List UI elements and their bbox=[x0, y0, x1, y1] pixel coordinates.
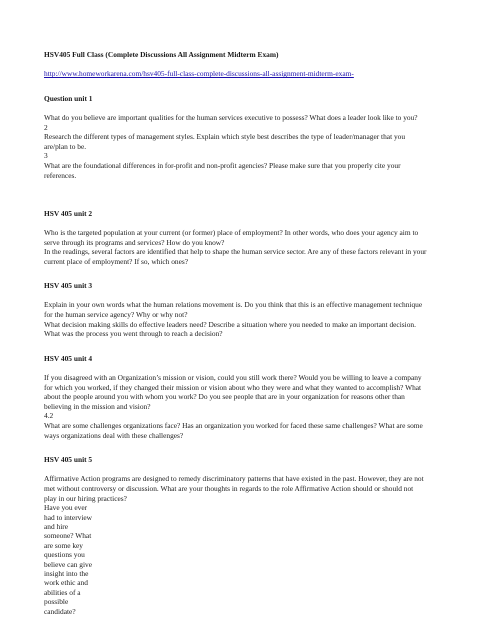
body-line: for the human service agency? Why or why not? bbox=[44, 310, 188, 320]
narrow-line: candidate? bbox=[44, 606, 76, 616]
body-line: 3 bbox=[44, 151, 48, 161]
section-body-unit-3 bbox=[44, 300, 459, 338]
document-title: HSV405 Full Class (Complete Discussions All Assignment Midterm Exam) bbox=[44, 50, 279, 59]
body-line: about the people around you with whom you work? Do you see people that are in your organization for reasons other than bbox=[44, 392, 405, 402]
body-line: serve through its programs and services? How do you know? bbox=[44, 237, 225, 247]
section-heading-unit-1: Question unit 1 bbox=[44, 93, 93, 103]
body-line: are/plan to be. bbox=[44, 141, 87, 151]
body-line: ways organizations deal with these challenges? bbox=[44, 430, 184, 440]
section-heading-unit-5: HSV 405 unit 5 bbox=[44, 455, 93, 465]
body-line: Affirmative Action programs are designed to remedy discriminatory patterns that have existed in the past. However, they are not bbox=[44, 474, 424, 484]
body-line: What decision making skills do effective leaders need? Describe a situation where you needed to make an important decision. bbox=[44, 319, 416, 329]
body-line: current place of employment? If so, which ones? bbox=[44, 256, 189, 266]
narrow-line: someone? What bbox=[44, 531, 92, 541]
body-line: What do you believe are important qualities for the human services executive to possess? What does a leader look like to you? bbox=[44, 112, 418, 122]
narrow-line: believe can give bbox=[44, 559, 93, 569]
body-line: Research the different types of management styles. Explain which style best describes the type of leader/manager that you bbox=[44, 132, 406, 142]
body-line: met without controversy or discussion. What are your thoughts in regards to the role Affirmative Action should or should not bbox=[44, 483, 414, 493]
body-line: In the readings, several factors are identified that help to shape the human service sector. Are any of these factors relevant in your bbox=[44, 247, 427, 257]
body-line: What are some challenges organizations face? Has an organization you worked for faced these same challenges? What are some bbox=[44, 421, 423, 430]
body-line: believing in the mission and vision? bbox=[44, 401, 151, 411]
narrow-line: are some key bbox=[44, 540, 83, 550]
body-line: references. bbox=[44, 170, 77, 180]
body-line: 4.2 bbox=[44, 411, 54, 421]
narrow-line: work ethic and bbox=[44, 578, 88, 588]
product-link[interactable]: http://www.homeworkarena.com/hsv405-full-class-complete-discussions-all-assignment-midterm-exam- bbox=[44, 69, 354, 79]
narrow-line: had to interview bbox=[44, 512, 93, 522]
section-body-unit-4 bbox=[44, 373, 459, 440]
narrow-line: abilities of a bbox=[44, 587, 81, 597]
body-line: If you disagreed with an Organization’s mission or vision, could you still work there? Would you be willing to leave a company bbox=[44, 373, 422, 383]
section-heading-unit-4: HSV 405 unit 4 bbox=[44, 353, 93, 363]
section-heading-unit-2: HSV 405 unit 2 bbox=[44, 208, 93, 218]
narrow-line: insight into the bbox=[44, 569, 89, 578]
body-line: play in our hiring practices? bbox=[44, 493, 127, 503]
section-body-unit-5 bbox=[44, 474, 459, 616]
body-line: 2 bbox=[44, 122, 48, 132]
section-body-unit-1 bbox=[44, 113, 459, 180]
narrow-line: and hire bbox=[44, 521, 69, 531]
body-line: What was the process you went through to reach a decision? bbox=[44, 329, 223, 339]
narrow-line: Have you ever bbox=[44, 503, 88, 513]
narrow-line: questions you bbox=[44, 550, 85, 560]
narrow-line: possible bbox=[44, 597, 69, 607]
body-line: for which you worked, if they changed their mission or vision about who they were and what they wanted to accomplish? What bbox=[44, 382, 422, 392]
body-line: Who is the targeted population at your current (or former) place of employment? In other words, who does your agency aim to bbox=[44, 227, 419, 237]
body-line: Explain in your own words what the human relations movement is. Do you think that this is an effective management technique bbox=[44, 300, 423, 310]
document-page bbox=[44, 50, 459, 616]
section-body-unit-2 bbox=[44, 228, 459, 266]
body-line: What are the foundational differences in for-profit and non-profit agencies? Please make sure that you properly cite your bbox=[44, 160, 401, 170]
section-heading-unit-3: HSV 405 unit 3 bbox=[44, 281, 93, 291]
